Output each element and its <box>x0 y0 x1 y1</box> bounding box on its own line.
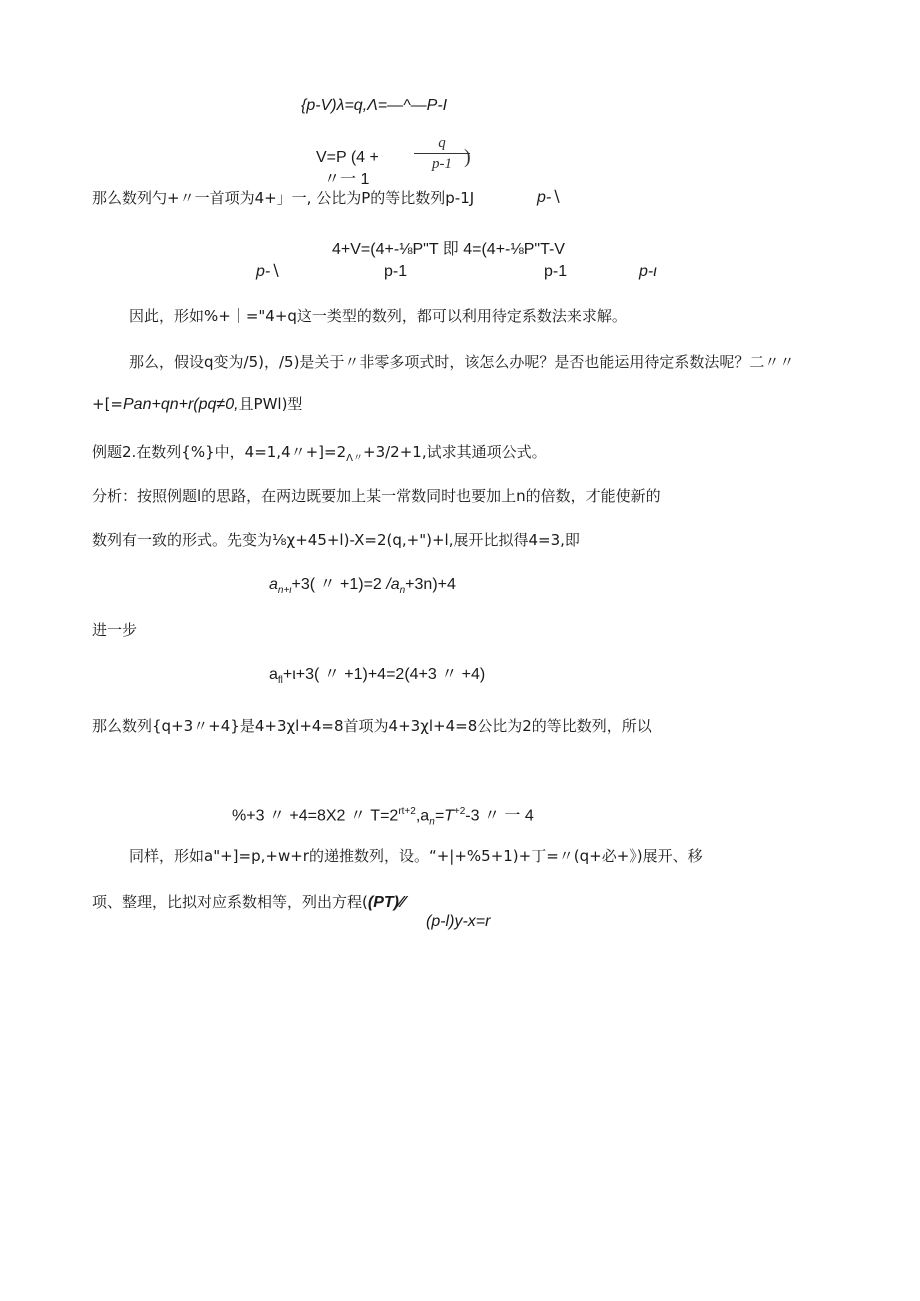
text-line-19 <box>92 892 404 913</box>
line-17-d: -3 〃 一 4 <box>465 807 534 825</box>
text-line-8: 那么，假设q变为/5)，/5)是关于〃非零多项式时，该怎么办呢？是否也能运用待定系数法呢？二〃〃 <box>129 353 795 371</box>
analysis-line-1: 分析：按照例题l的思路，在两边既要加上某一常数同时也要加上n的倍数，才能使新的 <box>92 487 661 505</box>
example-2-part-a: 例题2.在数列{%}中，4=1,4〃+]=2 <box>92 443 347 461</box>
line-13-sub2: n <box>399 585 406 597</box>
formula-line-2: V=P (4 + <box>316 149 379 166</box>
fraction-bar <box>414 153 470 154</box>
example-2-line <box>92 442 547 469</box>
line-17-sup: rt+2 <box>398 806 416 817</box>
formula-line-3: 〃一 1 <box>324 171 370 188</box>
line-19-b: (PT)∕∕ <box>367 894 405 911</box>
text-line-4: 那么数列勺+〃一首项为4+」一, 公比为P的等比数列p-1J <box>92 189 475 207</box>
line-17-sup2: +2 <box>453 806 466 817</box>
line-13-a: a <box>269 576 278 593</box>
formula-fragment-6a: p-∖ <box>256 263 281 280</box>
line-13-c: /a <box>381 576 400 593</box>
line-17-sub: n <box>429 816 435 828</box>
text-line-14: 进一步 <box>92 621 138 639</box>
line-17-c: =T <box>434 807 454 825</box>
line-13-sub: n+ι <box>277 585 292 597</box>
formula-fragment-6c: p-1 <box>544 263 568 280</box>
analysis-line-2: 数列有一致的形式。先变为⅛χ+45+l)-X=2(q,+")+l,展开比拟得4=3,即 <box>92 531 580 549</box>
text-line-16: 那么数列{q+3〃+4}是4+3χl+4=8首项为4+3χl+4=8公比为2的等比数列，所以 <box>92 717 652 735</box>
formula-line-1: {p-V)λ=q,Λ=—^—P-I <box>301 97 448 114</box>
fraction-denominator: p-1 <box>432 156 452 172</box>
formula-line-20: (p-l)y-x=r <box>426 913 491 930</box>
formula-fragment-4b: p-∖ <box>537 189 562 206</box>
fraction-numerator: q <box>438 135 446 151</box>
formula-line-15 <box>269 665 485 691</box>
line-9-part-a: +[= <box>92 395 123 413</box>
line-15-a: a <box>269 666 278 683</box>
text-line-9 <box>92 394 302 415</box>
line-15-b: +ι+3( 〃 +1)+4=2(4+3 〃 +4) <box>282 666 486 683</box>
line-9-part-c: 且PWl)型 <box>238 395 303 413</box>
line-9-part-b: Pan+qn+r(pq≠0, <box>123 396 239 413</box>
example-2-subscript: Λ〃 <box>346 453 363 464</box>
formula-line-17 <box>232 802 534 833</box>
formula-line-13 <box>269 575 456 601</box>
line-19-a: 项、整理，比拟对应系数相等，列出方程( <box>92 893 368 911</box>
formula-fragment-6d: p-ι <box>639 263 657 280</box>
line-17-b: ,a <box>415 807 430 825</box>
text-line-7: 因此，形如%+｜="4+q这一类型的数列，都可以利用待定系数法来求解。 <box>129 307 627 325</box>
closing-paren: ) <box>464 146 471 168</box>
fraction-q-over-p-minus-1 <box>414 134 470 173</box>
formula-line-5: 4+V=(4+-⅛P"T 即 4=(4+-⅛P"T-V <box>332 241 565 258</box>
formula-fragment-6b: p-1 <box>384 263 408 280</box>
example-2-part-b: +3/2+1,试求其通项公式。 <box>363 443 547 461</box>
line-17-a: %+3 〃 +4=8X2 〃 T=2 <box>232 807 399 825</box>
line-13-d: +3n)+4 <box>405 576 456 593</box>
line-15-sub: fl <box>277 675 283 687</box>
text-line-18: 同样，形如a"+]=p,+w+r的递推数列，设。“+|+%5+1)+丁=〃(q+必+》)展开、移 <box>129 847 703 865</box>
line-13-b: +3( 〃 +1)=2 <box>291 576 382 593</box>
